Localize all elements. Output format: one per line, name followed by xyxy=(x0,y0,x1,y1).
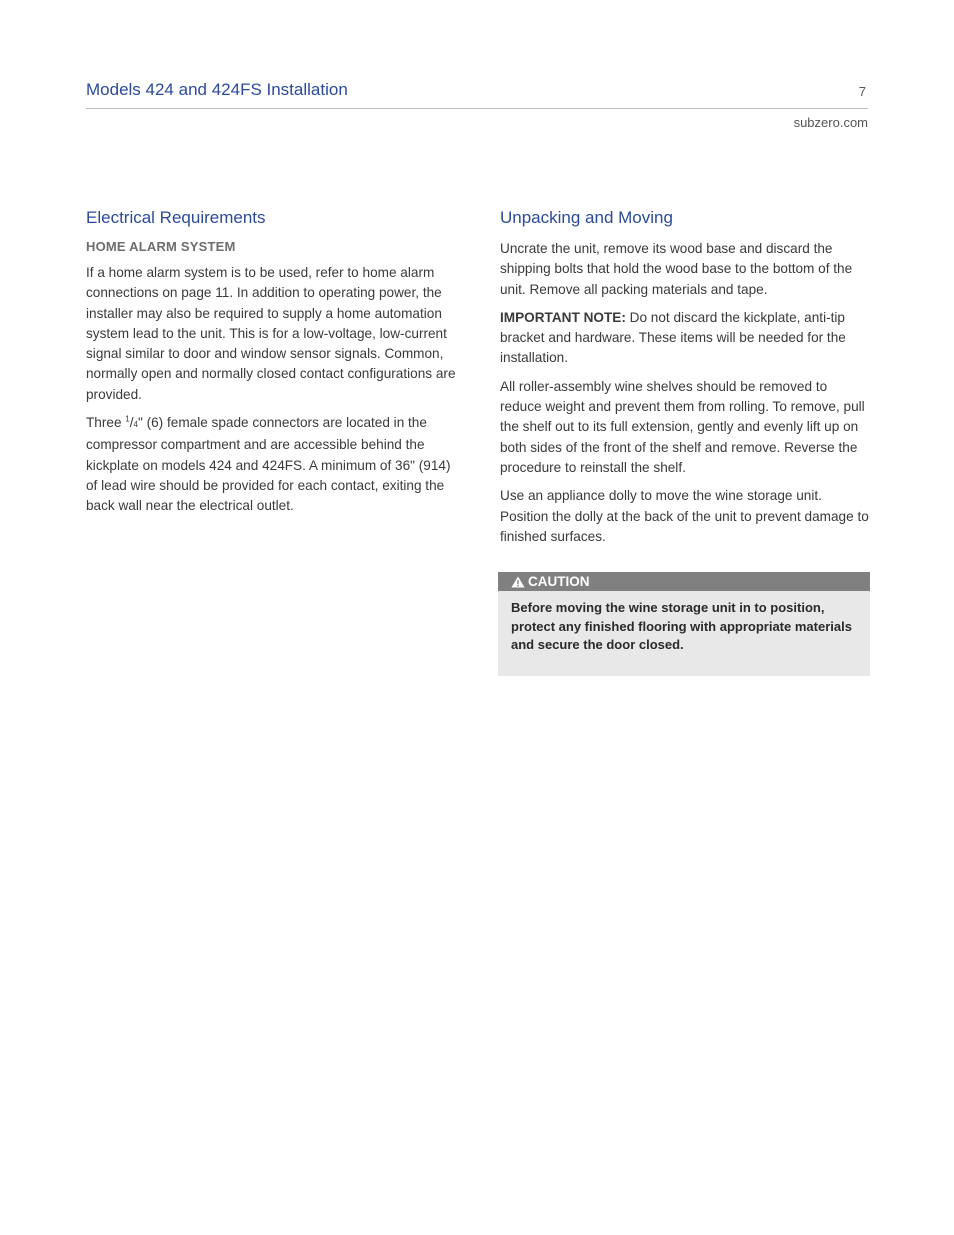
subheading-home-alarm: HOME ALARM SYSTEM xyxy=(86,239,236,254)
caution-text: Before moving the wine storage unit in to position, protect any finished flooring with appropriate materials and secure the door closed. xyxy=(511,600,852,653)
caution-header xyxy=(498,572,870,591)
important-note-text: Do not discard the kickplate, anti-tip bracket and hardware. These items will be needed for the installation. xyxy=(500,309,846,366)
section-title-unpacking: Unpacking and Moving xyxy=(500,208,673,227)
fraction-numerator: 1 xyxy=(125,414,130,424)
dolly-paragraph: Use an appliance dolly to move the wine storage unit. Position the dolly at the back of the unit to prevent damage to finished surfaces. xyxy=(500,488,869,544)
page-number: 7 xyxy=(858,84,866,99)
connectors-paragraph xyxy=(86,413,458,516)
uncrate-paragraph: Uncrate the unit, remove its wood base and discard the shipping bolts that hold the wood base to the bottom of the unit. Remove all packing materials and tape. xyxy=(500,241,853,297)
caution-label: CAUTION xyxy=(528,574,590,589)
unpacking-moving-section xyxy=(500,208,872,555)
caution-box xyxy=(498,572,870,676)
fraction-separator: / xyxy=(129,415,134,431)
shelves-paragraph: All roller-assembly wine shelves should be removed to reduce weight and prevent them from rolling. To remove, pull the shelf out to its full extension, gently and evenly lift up on both sides of the front of the shelf and remove. Reverse the procedure to reinstall the shelf. xyxy=(500,378,865,475)
alarm-paragraph: If a home alarm system is to be used, refer to home alarm connections on page 11. In addition to operating power, the installer may also be required to supply a home automation system lead to the unit. This is for a low-voltage, low-current signal similar to door and window sensor signals. Common, normally open and normally closed contact configurations are provided. xyxy=(86,265,456,402)
page-header-title: Models 424 and 424FS Installation xyxy=(86,80,348,99)
important-note-label: IMPORTANT NOTE: xyxy=(500,309,626,325)
section-title-electrical: Electrical Requirements xyxy=(86,208,266,227)
important-note-paragraph xyxy=(500,308,872,369)
electrical-requirements-section xyxy=(86,208,458,525)
header-divider xyxy=(86,108,868,109)
connectors-text-rest: " (6) female spade connectors are located in the compressor compartment and are accessible behind the kickplate on models 424 and 424FS. A minimum of 36" (914) of lead wire should be provided for each contact, exiting the back wall near the electrical outlet. xyxy=(86,415,451,514)
site-url: subzero.com xyxy=(793,115,868,130)
fraction-denominator: 4 xyxy=(133,420,138,430)
connectors-text-start: Three xyxy=(86,415,126,431)
warning-triangle-icon xyxy=(511,576,525,588)
